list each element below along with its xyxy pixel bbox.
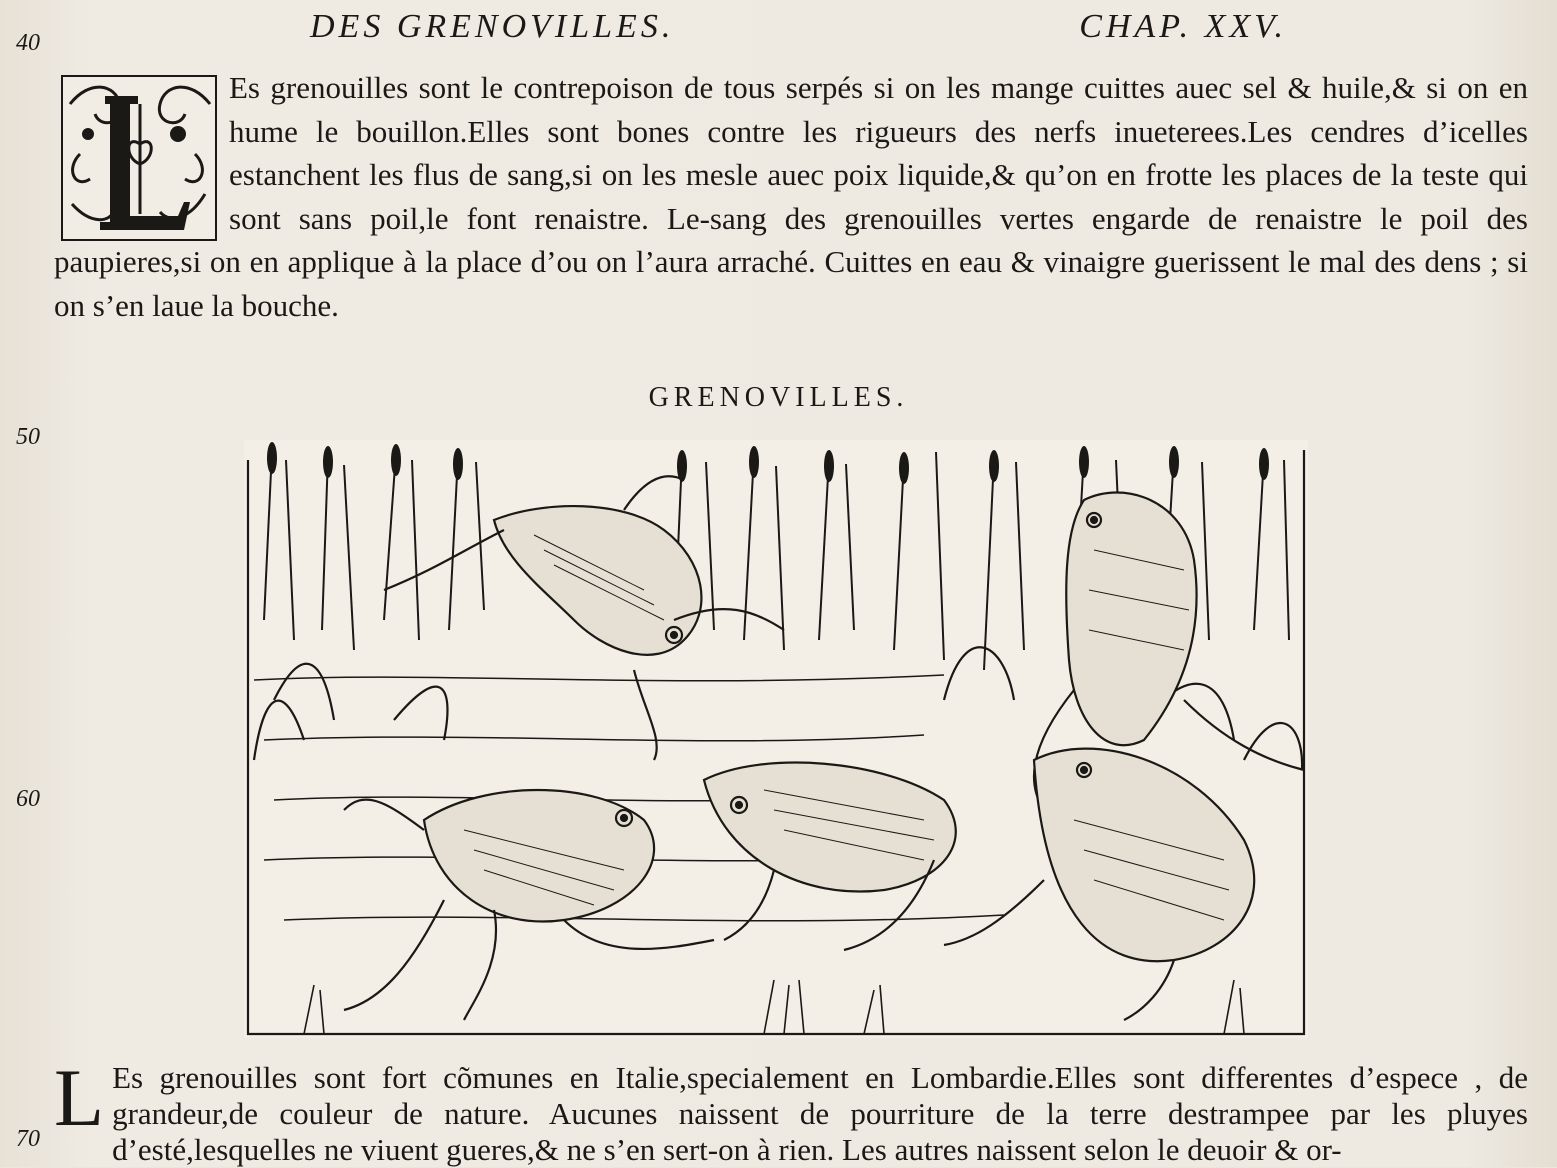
running-header [310,8,1287,48]
frogs-woodcut-illustration [244,440,1308,1038]
line-number-70: 70 [16,1126,40,1152]
line-number-60: 60 [16,786,40,812]
paragraph-remedies-text: Es grenouilles sont le contrepoison de tous serpés si on les mange cuittes auec sel & huile,& si on en hume le bouillon.Elles sont bones contre les rigueurs des nerfs inueterees.Les cendres d’icelles estanchent les flus de sang,si on les mesle auec poix liquide,& qu’on en frotte les places de la teste qui sont sans poil,le font renaistre. Le-sang des grenouilles vertes engarde de renaistre le poil des paupieres,si on en applique à la place d’ou on l’aura arraché. Cuittes en eau & vinaigre guerissent le mal des dens ; si on s’en laue la bouche. [54,70,1528,323]
line-number-40: 40 [16,30,40,56]
paragraph-italy-frogs-text: Es grenouilles sont fort cõmunes en Italie,specialement en Lombardie.Elles sont differentes d’espece , de grandeur,de couleur de nature. Aucunes naissent de pourriture de la terre destrampee par les pluyes d’esté,lesquelles ne viuent gueres,& ne s’en sert-on à rien. Les autres naissent selon le deuoir & or- [112,1060,1528,1167]
figure-title: GRENOVILLES. [648,382,909,413]
show-through-text [1290,500,1540,1040]
initial-L: L [54,1052,105,1143]
line-number-50: 50 [16,424,40,450]
chapter-number: CHAP. XXV. [1079,8,1287,45]
paragraph-italy-frogs [54,1052,1528,1168]
running-title: DES GRENOVILLES. [310,8,675,45]
paragraph-remedies [54,66,1528,328]
